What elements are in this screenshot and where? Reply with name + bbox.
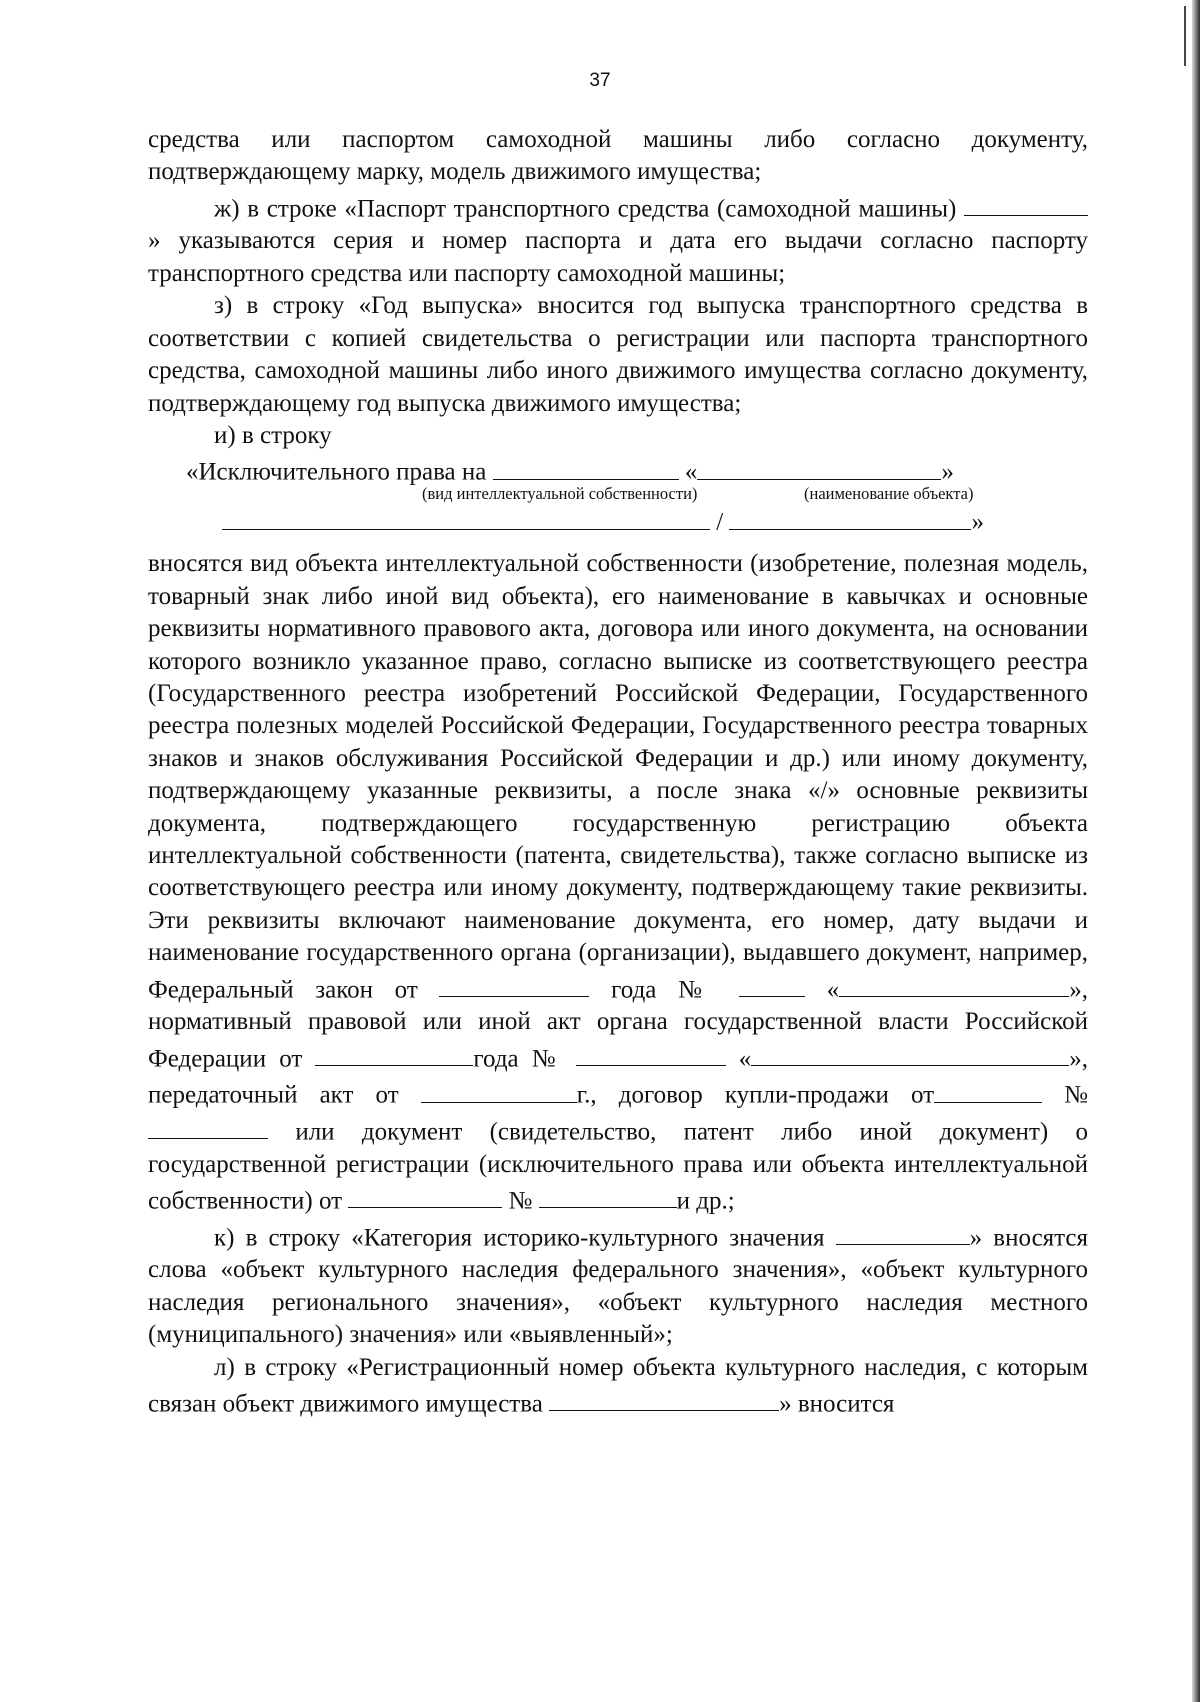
paragraph-zh: ж) в строке «Паспорт транспортного средства (самоходной машины) » указываются серия и номер паспорта и дата его выдачи согласно паспорту транспортного средства или паспорту самоходной машины; [148, 189, 1088, 290]
blank-underline [729, 502, 971, 529]
paragraph-l: л) в строку «Регистрационный номер объекта культурного наследия, с которым связан объект движимого имущества » вносится [148, 1353, 1088, 1418]
paragraph-i: и) в строку [214, 421, 332, 449]
blank-underline [421, 1075, 577, 1102]
paragraph-ip-details: вносятся вид объекта интеллектуальной собственности (изобретение, полезная модель, товарный знак либо иной вид объекта), его наименование в кавычках и основные реквизиты нормативного правового акта, договора или иного документа, на основании которого возникло указанное право, согласно выписке из соответствующего реестра (Государственного реестра изобретений Российской Федерации, Государственного реестра полезных моделей Российской Федерации, Государственного реестра товарных знаков и знаков обслуживания Российской Федерации и др.) или иному документу, подтверждающему указанные реквизиты, а после знака «/» основные реквизиты документа, подтверждающего государственную регистрацию объекта интеллектуальной собственности (патента, свидетельства), также согласно выписке из соответствующего реестра или иному документу, подтверждающему такие реквизиты. Эти реквизиты включают наименование документа, его номер, дату выдачи и наименование государственного органа (организации), выдавшего документ, например, Федеральный закон от года № « », нормативный правовой или иной акт органа государственной власти Российской Федерации от года № « », передаточный акт от г., договор купли-продажи от № или документ (свидетельство, патент либо иной документ) о государственной регистрации (исключительного права или объекта интеллектуальной собственности) от № и др.; [148, 550, 1089, 1215]
caption-ip-type: (вид интеллектуальной собственности) [422, 484, 698, 504]
paragraph-z: з) в строку «Год выпуска» вносится год выпуска транспортного средства в соответствии с копией свидетельства о регистрации или паспорта транспортного средства, самоходной машины либо иного движимого имущества согласно документу, подтверждающему год выпуска движимого имущества; [148, 292, 1088, 417]
blank-underline [739, 970, 805, 997]
document-body [148, 124, 1088, 1421]
blank-underline [348, 1181, 502, 1208]
blank-underline [836, 1218, 970, 1245]
page-edge-shadow [1192, 0, 1200, 1702]
blank-underline [493, 452, 679, 479]
blank-underline [751, 1039, 1069, 1066]
paragraph-vehicle-passport-end: средства или паспортом самоходной машины либо согласно документу, подтверждающему марку, модель движимого имущества; [148, 126, 1088, 186]
blank-underline [576, 1039, 726, 1066]
formula-exclusive-right [148, 452, 1088, 548]
blank-underline [439, 970, 589, 997]
page-number: 37 [589, 70, 611, 91]
blank-underline [315, 1039, 473, 1066]
blank-underline [964, 189, 1088, 216]
caption-object-name: (наименование объекта) [804, 484, 974, 504]
blank-underline [839, 970, 1069, 997]
blank-underline [222, 502, 710, 529]
page-edge-mark [1184, 6, 1186, 66]
paragraph-k: к) в строку «Категория историко-культурного значения » вносятся слова «объект культурного наследия федерального значения», «объект культурного наследия регионального значения», «объект культурного наследия местного (муниципального) значения» или «выявленный»; [148, 1218, 1088, 1352]
formula-row-1: «Исключительного права на « » [186, 452, 954, 489]
blank-underline [934, 1075, 1042, 1102]
formula-row-2: / » [222, 502, 984, 539]
blank-underline [697, 452, 941, 479]
blank-underline [539, 1181, 677, 1208]
blank-underline [549, 1384, 779, 1411]
blank-underline [148, 1112, 268, 1139]
